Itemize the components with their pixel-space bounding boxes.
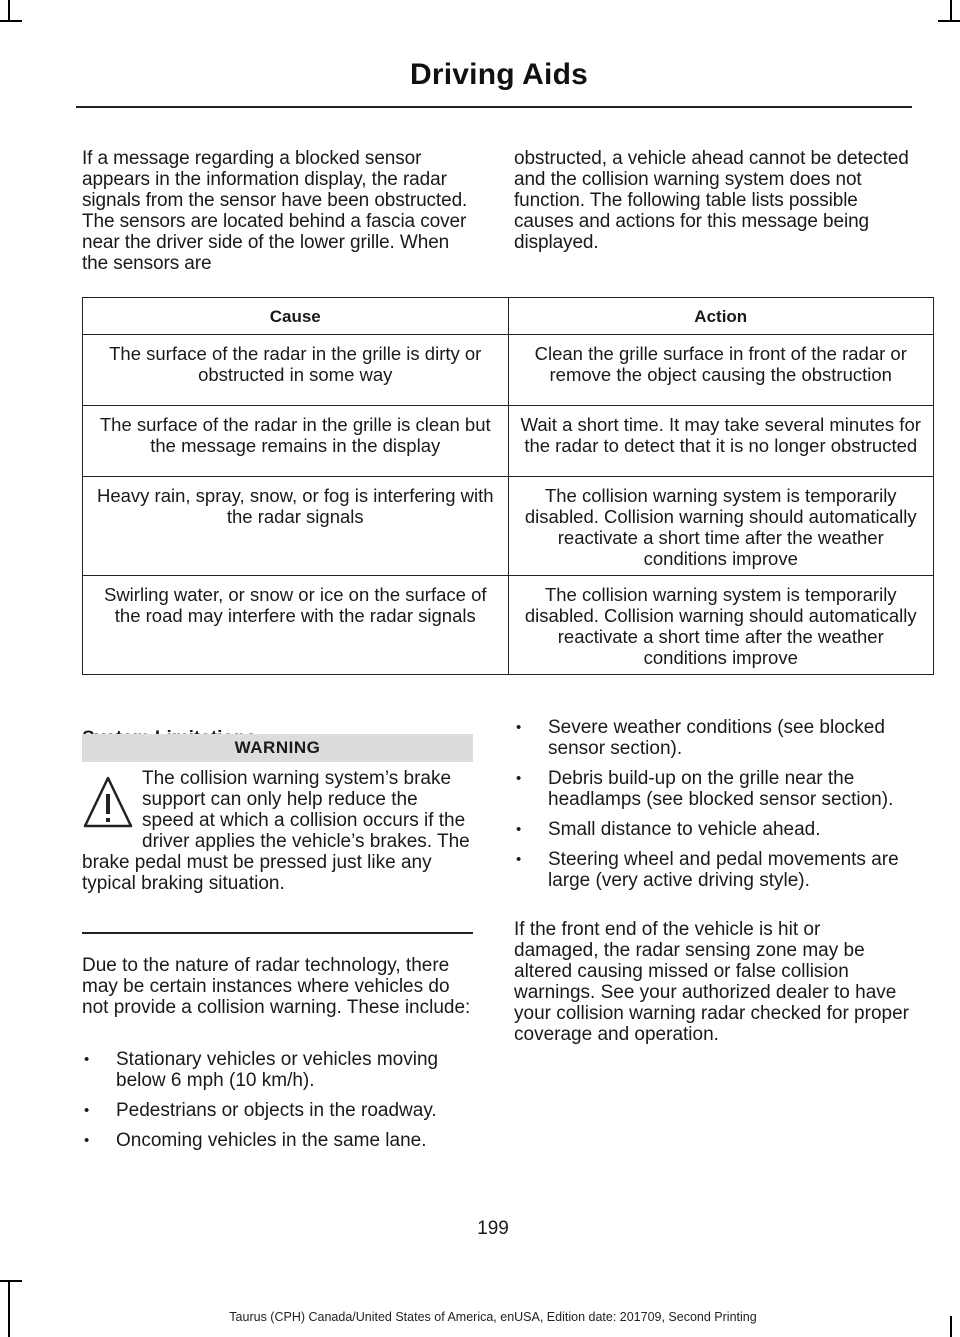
action-cell: The collision warning system is temporarily disabled. Collision warning should automatically reactivate a short time after the weather conditions improve — [508, 477, 934, 576]
warning-divider — [82, 932, 473, 934]
crop-mark — [0, 1280, 22, 1282]
column-header-cause: Cause — [83, 298, 509, 335]
action-cell: The collision warning system is temporarily disabled. Collision warning should automatically reactivate a short time after the weather conditions improve — [508, 576, 934, 675]
warning-body — [82, 768, 473, 894]
bullet-list-right — [514, 717, 910, 900]
cause-cell: Heavy rain, spray, snow, or fog is interfering with the radar signals — [83, 477, 509, 576]
crop-mark — [0, 20, 22, 22]
list-item: • Severe weather conditions (see blocked sensor section). — [514, 717, 910, 759]
warning-triangle-icon — [82, 774, 134, 836]
warning-label: WARNING — [82, 734, 473, 762]
intro-paragraph-left: If a message regarding a blocked sensor appears in the information display, the radar signals from the sensor have been obstructed. The sensors are located behind a fascia cover near the driver side of the lower grille. When the sensors are — [82, 148, 468, 274]
intro-paragraph-right: obstructed, a vehicle ahead cannot be detected and the collision warning system does not function. The following table lists possible causes and actions for this message being displayed. — [514, 148, 909, 253]
action-cell: Wait a short time. It may take several minutes for the radar to detect that it is no longer obstructed — [508, 406, 934, 477]
header-divider — [76, 106, 912, 108]
table-row — [83, 576, 934, 675]
crop-mark — [8, 1280, 10, 1337]
list-item: • Debris build-up on the grille near the headlamps (see blocked sensor section). — [514, 768, 910, 810]
page-number: 199 — [477, 1218, 509, 1239]
crop-mark — [8, 0, 10, 22]
cause-cell: Swirling water, or snow or ice on the surface of the road may interfere with the radar signals — [83, 576, 509, 675]
list-item: • Stationary vehicles or vehicles moving below 6 mph (10 km/h). — [82, 1049, 477, 1091]
table-row — [83, 335, 934, 406]
page-title: Driving Aids — [410, 58, 588, 91]
closing-paragraph: If the front end of the vehicle is hit or damaged, the radar sensing zone may be altered causing missed or false collision warnings. See your authorized dealer to have your collision warning radar checked for proper coverage and operation. — [514, 919, 909, 1045]
column-header-action: Action — [508, 298, 934, 335]
bullet-list-left — [82, 1049, 477, 1160]
list-item: • Steering wheel and pedal movements are large (very active driving style). — [514, 849, 910, 891]
table-header-row — [83, 298, 934, 335]
list-item: • Oncoming vehicles in the same lane. — [82, 1130, 477, 1151]
table-row — [83, 477, 934, 576]
list-item: • Pedestrians or objects in the roadway. — [82, 1100, 477, 1121]
cause-cell: The surface of the radar in the grille is dirty or obstructed in some way — [83, 335, 509, 406]
crop-mark — [950, 0, 952, 22]
warning-text: The collision warning system’s brake support can only help reduce the speed at which a collision occurs if the driver applies the vehicle’s brakes. The brake pedal must be pressed just like any typical braking situation. — [82, 768, 470, 894]
limitations-paragraph: Due to the nature of radar technology, there may be certain instances where vehicles do not provide a collision warning. These include: — [82, 955, 471, 1018]
list-item: • Small distance to vehicle ahead. — [514, 819, 910, 840]
action-cell: Clean the grille surface in front of the radar or remove the object causing the obstruction — [508, 335, 934, 406]
crop-mark — [938, 20, 960, 22]
cause-cell: The surface of the radar in the grille is clean but the message remains in the display — [83, 406, 509, 477]
table-row — [83, 406, 934, 477]
footer-edition: Taurus (CPH) Canada/United States of America, enUSA, Edition date: 201709, Second Printing — [229, 1310, 757, 1324]
cause-action-table — [82, 297, 934, 675]
